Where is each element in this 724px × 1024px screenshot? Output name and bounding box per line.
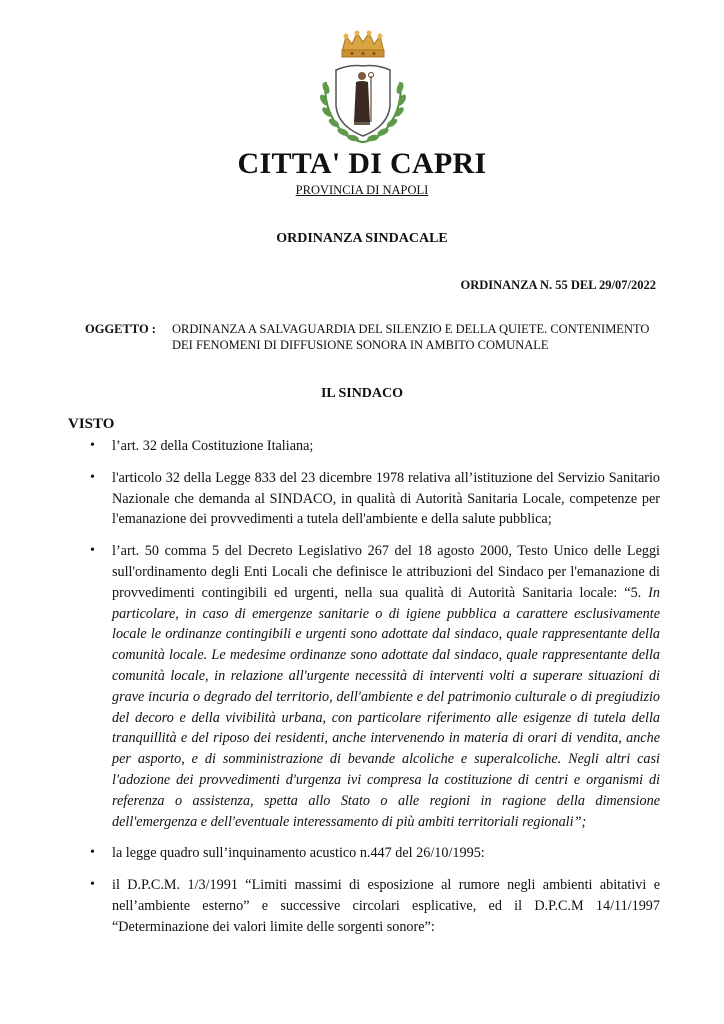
authority-heading: IL SINDACO [320, 386, 404, 401]
bullet-icon: • [90, 845, 95, 861]
bullet-icon: • [90, 877, 95, 893]
list-item-text: l'articolo 32 della Legge 833 del 23 dicembre 1978 relativa all’istituzione del Servizio Sanitario Nazionale che demanda al SINDACO, in qualità di Autorità Sanitaria Locale, competenze per l'emanazione dei provvedimenti a tutela dell'ambiente e della salute pubblica; [112, 469, 660, 528]
coat-of-arms-icon [318, 30, 408, 148]
quoted-law-text: In particolare, in caso di emergenze sanitarie o di igiene pubblica a carattere esclusivamente locale le ordinanze contingibili e urgenti sono adottate dal sindaco, quale rappresentante della comunità locale. Le medesime ordinanze sono adottate dal sindaco, quale rappresentante della comunità locale, in relazione all'urgente necessità di interventi volti a superare situazioni di grave incuria o degrado del territorio, dell'ambiente e del patrimonio culturale o di pregiudizio del decoro e della vivibilità urbana, con particolare riferimento alle esigenze di tutela della tranquillità e del riposo dei residenti, anche intervenendo in materia di orari di vendita, anche per asporto, e di somministrazione di bevande alcoliche e superalcoliche. Negli altri casi l'adozione dei provvedimenti d'urgenza ivi compresa la costituzione di centri e organismi di referenza o assistenza, spetta allo Stato o alle regioni in ragione della dimensione dell'emergenza e dell'eventuale interessamento di più ambiti territoriali regionali”; [112, 584, 660, 830]
visto-heading: VISTO [68, 416, 115, 432]
bullet-icon: • [90, 438, 95, 453]
list-item [88, 843, 660, 864]
list-item [88, 541, 660, 832]
crown-icon [342, 31, 384, 58]
subject-label: OGGETTO : [85, 322, 156, 336]
list-item [88, 436, 660, 457]
list-item-text: la legge quadro sull’inquinamento acustico n.447 del 26/10/1995: [112, 845, 485, 862]
list-item [88, 875, 660, 937]
bullet-icon: • [90, 543, 95, 559]
bullet-icon: • [90, 469, 95, 485]
list-item-text: l’art. 50 comma 5 del Decreto Legislativo 267 del 18 agosto 2000, Testo Unico delle Leggi sull'ordinamento degli Enti Locali che definisce le attribuzioni del Sindaco per l'emanazione di provvedimenti contingibili ed urgenti, nella sua qualità di Autorità Sanitaria locale: “5. [112, 543, 660, 601]
list-item-text: il D.P.C.M. 1/3/1991 “Limiti massimi di esposizione al rumore negli ambienti abitativi e nell’ambiente esterno” e successive circolari esplicative, ed il D.P.C.M 14/11/1997 “Determinazione dei valori limite delle sorgenti sonore”: [112, 877, 660, 935]
list-item [88, 468, 660, 530]
list-item-text: l’art. 32 della Costituzione Italiana; [112, 438, 314, 454]
visto-list [88, 436, 660, 949]
ordinance-number: ORDINANZA N. 55 DEL 29/07/2022 [460, 278, 656, 292]
subject-text: ORDINANZA A SALVAGUARDIA DEL SILENZIO E DELLA QUIETE. CONTENIMENTO DEI FENOMENI DI DIFFUSIONE SONORA IN AMBITO COMUNALE [172, 322, 650, 352]
province-subtitle: PROVINCIA DI NAPOLI [295, 183, 429, 197]
city-title: CITTA' DI CAPRI [237, 147, 487, 180]
document-type-heading: ORDINANZA SINDACALE [276, 231, 448, 246]
